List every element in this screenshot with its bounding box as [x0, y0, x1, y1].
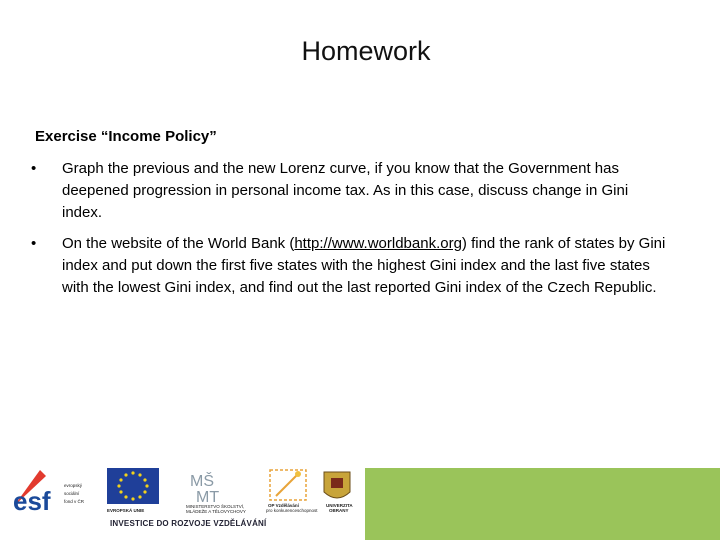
bullet-marker: •: [31, 235, 37, 252]
bullet-text-before: On the website of the World Bank (: [62, 235, 295, 252]
university-label-2: OBRANY: [329, 508, 349, 513]
msmt-label-2: MLÁDEŽE A TĚLOVYCHOVY: [186, 509, 246, 514]
op-label-2: pro konkurenceschopnost: [266, 508, 318, 513]
eu-label: EVROPSKÁ UNIE: [107, 508, 145, 513]
bullet-marker: •: [31, 160, 37, 177]
bullet-list: [31, 158, 671, 308]
worldbank-link[interactable]: http://www.worldbank.org: [294, 235, 462, 252]
university-crest-logo: [324, 472, 353, 513]
exercise-heading: Exercise “Income Policy”: [35, 128, 217, 145]
esf-logo: [13, 468, 85, 516]
footer-logo-strip: [0, 462, 360, 540]
bullet-text: Graph the previous and the new Lorenz curve, if you know that the Government has deepened progression in personal income tax. As in this case, discuss change in Gini index.: [62, 160, 629, 221]
svg-text:MT: MT: [196, 489, 220, 506]
op-label-1: OP Vzdělávání: [268, 503, 299, 508]
svg-text:MŠ: MŠ: [190, 473, 214, 490]
footer-accent-block: [365, 468, 720, 540]
esf-label-3: fond v ČR: [64, 499, 85, 504]
slide-title: Homework: [301, 36, 431, 66]
esf-label-1: evropský: [64, 483, 83, 488]
university-label-1: UNIVERZITA: [326, 503, 353, 508]
svg-text:esf: esf: [13, 486, 51, 516]
eu-flag-logo: [107, 468, 159, 513]
esf-label-2: sociální: [64, 491, 80, 496]
msmt-label-1: MINISTERSTVO ŠKOLSTVÍ,: [186, 504, 245, 509]
bullet-item: [31, 233, 671, 299]
footer-caption: INVESTICE DO ROZVOJE VZDĚLÁVÁNÍ: [110, 519, 267, 528]
bullet-item: [31, 158, 671, 224]
op-logo: [266, 470, 318, 513]
msmt-logo: [186, 471, 246, 514]
bullet-text-after: ) find the rank of states by Gini index and put down the first five states with the highest Gini index and the last five states with the lowest Gini index, and find out the last reported Gini index of the Czech Republic.: [62, 235, 666, 296]
